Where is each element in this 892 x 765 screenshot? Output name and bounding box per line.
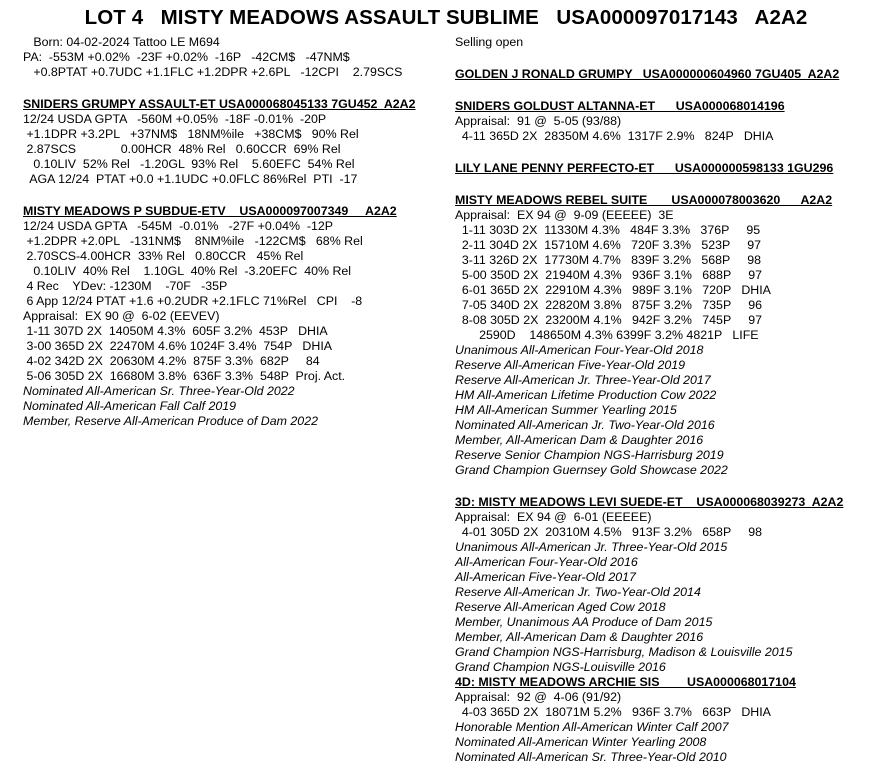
dams-dam-record: 6-01 365D 2X 22910M 4.3% 989F 3.1% 720P DHIA [455, 283, 771, 297]
sire-line: 0.10LIV 52% Rel -1.20GL 93% Rel 5.60EFC 54% Rel [23, 157, 355, 171]
dams-dam-honor: Reserve All-American Jr. Three-Year-Old 2017 [455, 373, 711, 387]
dams-sire-header: LILY LANE PENNY PERFECTO-ET USA000000598133 1GU296 [455, 161, 834, 175]
birth-line: Born: 04-02-2024 Tattoo LE M694 [23, 35, 220, 49]
third-dam-honor: All-American Five-Year-Old 2017 [455, 570, 636, 584]
sires-dam-line: 4-11 365D 2X 28350M 4.6% 1317F 2.9% 824P DHIA [455, 129, 774, 143]
dam-line: 6 App 12/24 PTAT +1.6 +0.2UDR +2.1FLC 71%Rel CPI -8 [23, 294, 363, 308]
dams-dam-honor: Reserve All-American Five-Year-Old 2019 [455, 358, 686, 372]
right-column [455, 35, 885, 765]
dam-record: 4-02 342D 2X 20630M 4.2% 875F 3.3% 682P 84 [23, 354, 320, 368]
sire-line: +1.1DPR +3.2PL +37NM$ 18NM%ile +38CM$ 90% Rel [23, 127, 359, 141]
dams-dam-honor: Unanimous All-American Four-Year-Old 2018 [455, 343, 704, 357]
dam-honor: Member, Reserve All-American Produce of Dam 2022 [23, 414, 318, 428]
dam-line: +1.2DPR +2.0PL -131NM$ 8NM%ile -122CM$ 68% Rel [23, 234, 363, 248]
dam-honor: Nominated All-American Sr. Three-Year-Old 2022 [23, 384, 295, 398]
sire-line: 2.87SCS 0.00HCR 48% Rel 0.60CCR 69% Rel [23, 142, 341, 156]
dam-record: 3-00 365D 2X 22470M 4.6% 1024F 3.4% 754P DHIA [23, 339, 333, 353]
dams-dam-honor: HM All-American Lifetime Production Cow 2022 [455, 388, 717, 402]
pa-line: PA: -553M +0.02% -23F +0.02% -16P -42CM$ -47NM$ [23, 50, 350, 64]
dam-record: 1-11 307D 2X 14050M 4.3% 605F 3.2% 453P DHIA [23, 324, 328, 338]
dams-dam-honor: Member, All-American Dam & Daughter 2016 [455, 433, 704, 447]
dams-dam-honor: Nominated All-American Jr. Two-Year-Old 2016 [455, 418, 715, 432]
dam-line: 0.10LIV 40% Rel 1.10GL 40% Rel -3.20EFC 40% Rel [23, 264, 352, 278]
dam-line: 12/24 USDA GPTA -545M -0.01% -27F +0.04% -12P [23, 219, 334, 233]
sire-line: AGA 12/24 PTAT +0.0 +1.1UDC +0.0FLC 86%Rel PTI -17 [23, 172, 358, 186]
dam-header: MISTY MEADOWS P SUBDUE-ETV USA000097007349 A2A2 [23, 204, 397, 218]
sires-dam-line: Appraisal: 91 @ 5-05 (93/88) [455, 114, 622, 128]
left-column [23, 35, 443, 429]
dams-dam-honor: HM All-American Summer Yearling 2015 [455, 403, 677, 417]
dams-dam-record: 5-00 350D 2X 21940M 4.3% 936F 3.1% 688P 97 [455, 268, 762, 282]
selling-status: Selling open [455, 35, 524, 49]
sires-sire-header: GOLDEN J RONALD GRUMPY USA000000604960 7GU405 A2A2 [455, 67, 840, 81]
fourth-dam-honor: Honorable Mention All-American Winter Calf 2007 [455, 720, 729, 734]
pa-type-line: +0.8PTAT +0.7UDC +1.1FLC +1.2DPR +2.6PL -12CPI 2.79SCS [23, 65, 403, 79]
third-dam-header: 3D: MISTY MEADOWS LEVI SUEDE-ET USA000068039273 A2A2 [455, 495, 844, 509]
third-dam-honor: Reserve All-American Aged Cow 2018 [455, 600, 666, 614]
dams-dam-record: 3-11 326D 2X 17730M 4.7% 839F 3.2% 568P 98 [455, 253, 762, 267]
third-dam-honor: Unanimous All-American Jr. Three-Year-Old 2015 [455, 540, 728, 554]
dam-line: Appraisal: EX 90 @ 6-02 (EEVEV) [23, 309, 220, 323]
fourth-dam-honor: Nominated All-American Sr. Three-Year-Old 2010 [455, 750, 727, 764]
third-dam-honor: Reserve All-American Jr. Two-Year-Old 2014 [455, 585, 701, 599]
dam-line: 4 Rec YDev: -1230M -70F -35P [23, 279, 228, 293]
third-dam-honor: Member, Unanimous AA Produce of Dam 2015 [455, 615, 713, 629]
dams-dam-record: 1-11 303D 2X 11330M 4.3% 484F 3.3% 376P 95 [455, 223, 761, 237]
third-dam-record: 4-01 305D 2X 20310M 4.5% 913F 3.2% 658P 98 [455, 525, 762, 539]
third-dam-honor: Grand Champion NGS-Harrisburg, Madison & Louisville 2015 [455, 645, 793, 659]
dams-dam-record: 8-08 305D 2X 23200M 4.1% 942F 3.2% 745P 97 [455, 313, 762, 327]
third-dam-line: Appraisal: EX 94 @ 6-01 (EEEEE) [455, 510, 652, 524]
fourth-dam-line: Appraisal: 92 @ 4-06 (91/92) [455, 690, 622, 704]
dams-dam-honor: Grand Champion Guernsey Gold Showcase 2022 [455, 463, 728, 477]
dam-record: 5-06 305D 2X 16680M 3.8% 636F 3.3% 548P Proj. Act. [23, 369, 346, 383]
third-dam-honor: All-American Four-Year-Old 2016 [455, 555, 638, 569]
dams-dam-lifetime: 2590D 148650M 4.3% 6399F 3.2% 4821P LIFE [455, 328, 759, 342]
third-dam-honor: Grand Champion NGS-Louisville 2016 [455, 660, 666, 674]
dams-dam-header: MISTY MEADOWS REBEL SUITE USA000078003620 A2A2 [455, 193, 833, 207]
fourth-dam-honor: Nominated All-American Winter Yearling 2008 [455, 735, 707, 749]
dams-dam-record: 7-05 340D 2X 22820M 3.8% 875F 3.2% 735P 96 [455, 298, 762, 312]
sire-line: 12/24 USDA GPTA -560M +0.05% -18F -0.01% -20P [23, 112, 327, 126]
third-dam-honor: Member, All-American Dam & Daughter 2016 [455, 630, 704, 644]
fourth-dam-record: 4-03 365D 2X 18071M 5.2% 936F 3.7% 663P DHIA [455, 705, 771, 719]
dam-line: 2.70SCS-4.00HCR 33% Rel 0.80CCR 45% Rel [23, 249, 304, 263]
sire-header: SNIDERS GRUMPY ASSAULT-ET USA000068045133 7GU452 A2A2 [23, 97, 416, 111]
fourth-dam-header: 4D: MISTY MEADOWS ARCHIE SIS USA000068017104 [455, 675, 796, 689]
dams-dam-honor: Reserve Senior Champion NGS-Harrisburg 2019 [455, 448, 724, 462]
lot-title: LOT 4 MISTY MEADOWS ASSAULT SUBLIME USA000097017143 A2A2 [84, 6, 808, 29]
dam-honor: Nominated All-American Fall Calf 2019 [23, 399, 237, 413]
dams-dam-line: Appraisal: EX 94 @ 9-09 (EEEEE) 3E [455, 208, 674, 222]
sires-dam-header: SNIDERS GOLDUST ALTANNA-ET USA000068014196 [455, 99, 785, 113]
dams-dam-record: 2-11 304D 2X 15710M 4.6% 720F 3.3% 523P 97 [455, 238, 762, 252]
